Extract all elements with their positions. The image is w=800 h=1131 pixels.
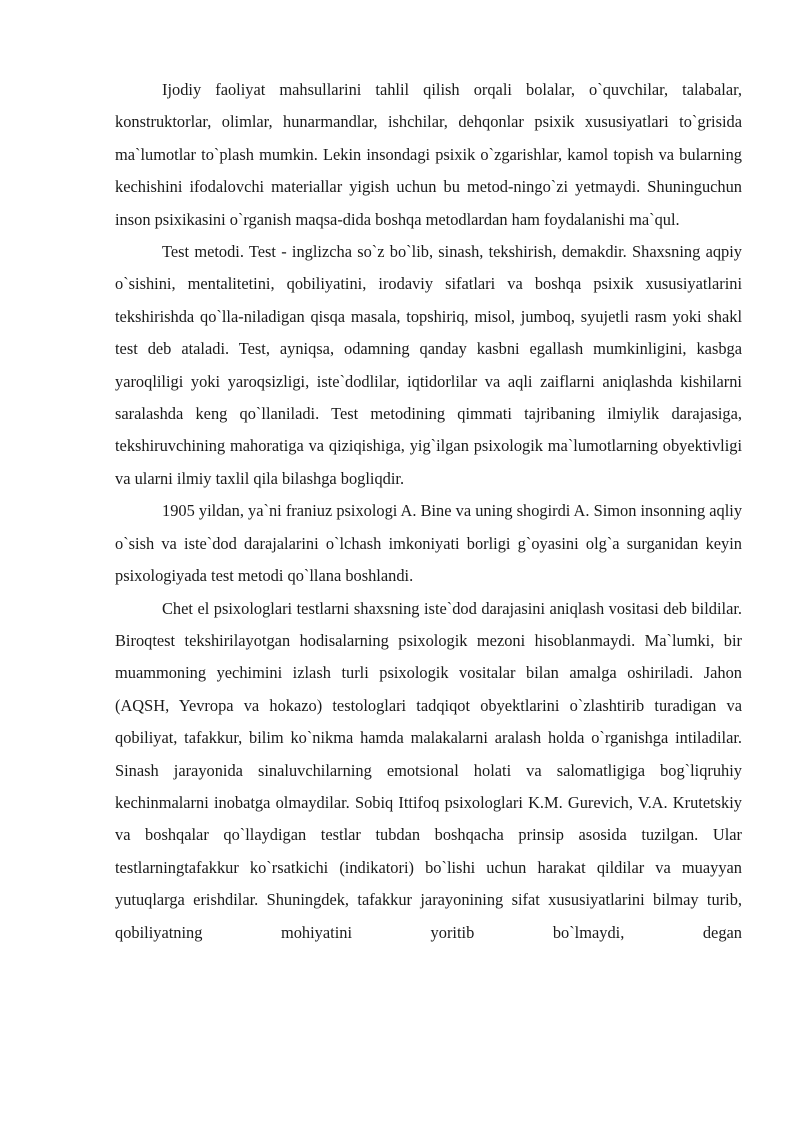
document-body [115, 74, 742, 949]
paragraph-intro: Ijodiy faoliyat mahsullarini tahlil qilish orqali bolalar, o`quvchilar, talabalar, konstruktorlar, olimlar, hunarmandlar, ishchilar, dehqonlar psixik xususiyatlari to`grisida ma`lumotlar to`plash mumkin. Lekin insondagi psixik o`zgarishlar, kamol topish va bularning kechishini ifodalovchi materiallar yigish uchun bu metod-ningo`zi yetmaydi. Shuninguchun inson psixikasini o`rganish maqsa-dida boshqa metodlardan ham foydalanishi ma`qul. [115, 80, 742, 229]
paragraph-foreign-psychologists: Chet el psixologlari testlarni shaxsning iste`dod darajasini aniqlash vositasi deb bildilar. Biroqtest tekshirilayotgan hodisalarning psixologik mezoni hisoblanmaydi. Ma`lumki, bir muammoning yechimini izlash turli psixologik vositalar bilan amalga oshiriladi. Jahon (AQSH, Yevropa va hokazo) testologlari tadqiqot obyektlarini o`zlashtirib turadigan va qobiliyat, tafakkur, bilim ko`nikma hamda malakalarni aralash holda o`rganishga intiladilar. Sinash jarayonida sinaluvchilarning emotsional holati va salomatligiga bog`liqruhiy kechinmalarni inobatga olmaydilar. Sobiq Ittifoq psixologlari K.M. Gurevich, V.A. Krutetskiy va boshqalar qo`llaydigan testlar tubdan boshqacha prinsip asosida tuzilgan. Ular testlarningtafakkur ko`rsatkichi (indikatori) bo`lishi uchun harakat qildilar va muayyan yutuqlarga erishdilar. Shuningdek, tafakkur jarayonining sifat xususiyatlarini bilmay turib, qobiliyatning mohiyatini yoritib bo`lmaydi, degan [115, 598, 742, 942]
paragraph-history: 1905 yildan, ya`ni franiuz psixologi A. Bine va uning shogirdi A. Simon insonning aqliy o`sish va iste`dod darajalarini o`lchash imkoniyati borligi g`oyasini olg`a surganidan keyin psixologiyada test metodi qo`llana boshlandi. [115, 501, 743, 586]
paragraph-test-method: Test metodi. Test - inglizcha so`z bo`lib, sinash, tekshirish, demakdir. Shaxsning aqpiy o`sishini, mentalitetini, qobiliyatini, irodaviy sifatlari va boshqa psixik xususiyatlarini tekshirishda qo`lla-niladigan qisqa masala, topshiriq, misol, jumboq, syujetli rasm yoki shakl test deb ataladi. Test, ayniqsa, odamning qanday kasbni egallash mumkinligini, kasbga yaroqliligi yoki yaroqsizligi, iste`dodlilar, iqtidorlilar va aqli zaiflarni aniqlashda kishilarni saralashda keng qo`llaniladi. Test metodining qimmati tajribaning ilmiylik darajasiga, tekshiruvchining mahoratiga va qiziqishiga, yig`ilgan psixologik ma`lumotlarning obyektivligi va ularni ilmiy taxlil qila bilashga bogliqdir. [115, 242, 742, 488]
